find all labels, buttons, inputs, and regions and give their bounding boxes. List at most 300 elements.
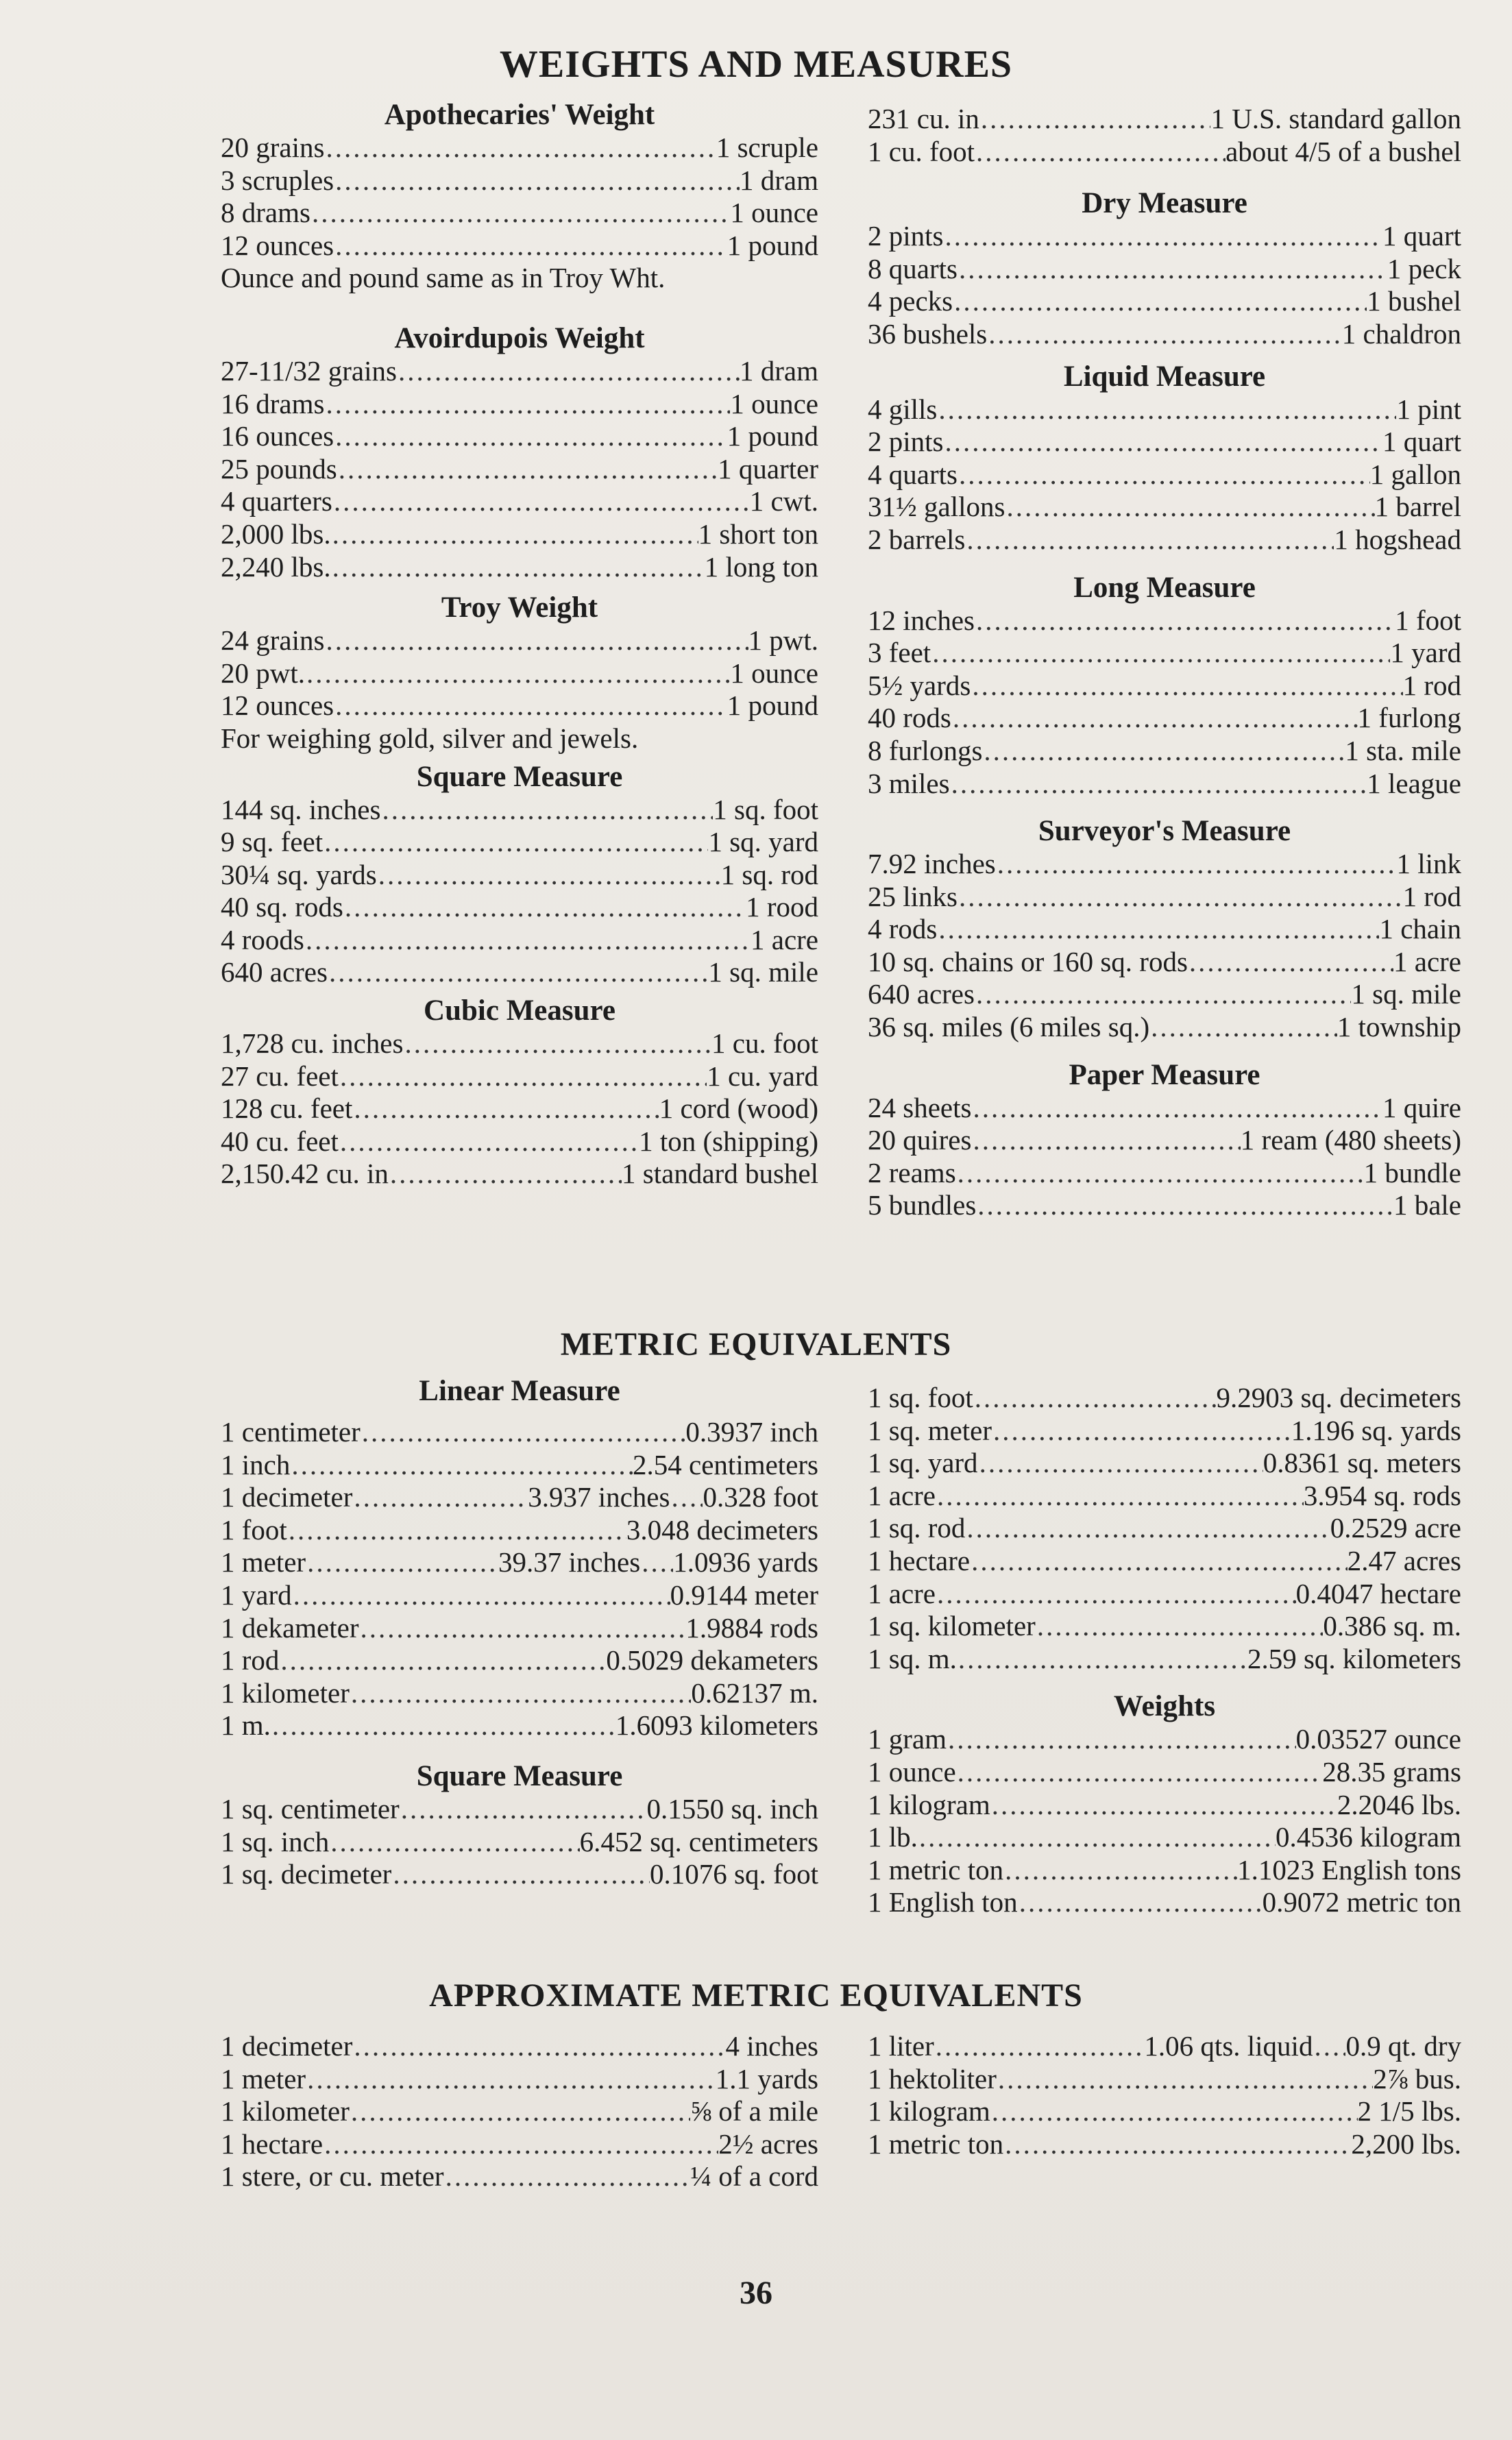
row-unit: 25 pounds — [221, 452, 337, 485]
row-equivalent: ¼ of a cord — [690, 2160, 818, 2193]
section-title: Long Measure — [1073, 571, 1256, 604]
row-equivalent: 0.5029 dekameters — [606, 1644, 818, 1676]
measure-row — [868, 318, 1461, 351]
row-equivalent: 2.2046 lbs. — [1337, 1788, 1461, 1820]
measure-row — [221, 1612, 818, 1645]
row-unit: 3 scruples — [221, 164, 334, 196]
measure-row — [868, 1157, 1461, 1190]
section-title: Avoirdupois Weight — [394, 321, 645, 354]
measure-row — [868, 881, 1461, 914]
row-unit: 12 ounces — [221, 229, 334, 261]
row-equivalent: 1 furlong — [1357, 702, 1461, 734]
leader-dots — [328, 956, 708, 989]
measure-row — [868, 1578, 1461, 1611]
row-unit: 20 grains — [221, 132, 325, 163]
measure-row — [868, 978, 1461, 1011]
row-unit: 1 sq. meter — [868, 1414, 992, 1446]
row-unit: 40 sq. rods — [221, 891, 343, 923]
leader-dots — [377, 859, 721, 892]
row-unit: 8 quarts — [868, 252, 958, 284]
leader-dots — [971, 1124, 1240, 1157]
row-unit: 2 pints — [868, 220, 944, 252]
row-equivalent: 1 ounce — [730, 387, 818, 419]
measure-row — [868, 1610, 1461, 1643]
approx-list — [221, 2030, 818, 2193]
section-title: Weights — [1113, 1690, 1216, 1723]
row-unit: 2,000 lbs. — [221, 517, 331, 550]
row-unit: 1 liter — [868, 2030, 934, 2062]
row-unit: 1 hektoliter — [868, 2062, 997, 2095]
row-unit: 10 sq. chains or 160 sq. rods — [868, 945, 1188, 977]
leader-dots — [978, 1447, 1263, 1480]
measure-row — [221, 2095, 818, 2128]
measure-row — [868, 2128, 1461, 2161]
measure-row — [868, 1447, 1461, 1480]
measure-list — [868, 393, 1461, 557]
row-mid-value: 1.06 qts. liquid — [1144, 2030, 1313, 2062]
row-equivalent: 0.3937 inch — [685, 1416, 818, 1448]
measure-row — [221, 551, 818, 584]
measure-row — [221, 1158, 818, 1191]
row-unit: 24 grains — [221, 624, 325, 657]
leader-dots — [957, 1643, 1247, 1676]
leader-dots — [934, 2030, 1145, 2063]
row-unit: 1 sq. decimeter — [221, 1858, 392, 1890]
leader-dots — [290, 1449, 633, 1482]
row-unit: 25 links — [868, 880, 958, 912]
surveyor-section — [868, 815, 1461, 1044]
row-unit: 40 cu. feet — [221, 1125, 339, 1157]
leader-dots — [970, 1545, 1348, 1578]
leader-dots — [982, 735, 1345, 768]
row-equivalent: 1 quart — [1382, 220, 1461, 252]
square-section — [221, 761, 818, 990]
row-unit: 2,240 lbs. — [221, 550, 331, 583]
row-equivalent: 1 gallon — [1369, 458, 1461, 490]
measure-row — [868, 285, 1461, 318]
row-equivalent: 0.62137 m. — [691, 1676, 818, 1709]
measure-row — [221, 1579, 818, 1612]
measure-row — [221, 485, 818, 518]
leader-dots — [292, 1579, 670, 1612]
row-equivalent: 0.4536 kilogram — [1275, 1821, 1461, 1853]
leader-dots — [306, 1546, 498, 1579]
row-unit: 8 drams — [221, 197, 310, 229]
measure-row — [868, 1124, 1461, 1157]
row-unit: 1 English ton — [868, 1886, 1018, 1918]
measure-row — [221, 1449, 818, 1482]
row-equivalent: 1.6093 kilometers — [615, 1709, 818, 1742]
row-unit: 12 ounces — [221, 690, 334, 722]
row-equivalent: 2⅞ bus. — [1373, 2062, 1461, 2095]
row-equivalent: 0.1076 sq. foot — [650, 1858, 818, 1890]
row-equivalent: 1 sq. yard — [708, 826, 818, 858]
measure-row — [221, 1677, 818, 1710]
measure-row — [221, 2128, 818, 2161]
row-equivalent: 1 ounce — [730, 657, 818, 689]
square-metric-list — [868, 1382, 1461, 1675]
metric-heading: METRIC EQUIVALENTS — [560, 1326, 952, 1363]
measure-row — [221, 826, 818, 859]
measure-row — [868, 768, 1461, 801]
leader-dots — [971, 670, 1402, 703]
row-unit: 3 feet — [868, 637, 931, 669]
row-equivalent: 1 pound — [727, 420, 818, 452]
leader-dots — [1149, 1011, 1337, 1044]
row-equivalent: 1 scruple — [716, 132, 818, 163]
row-equivalent: 1 rod — [1402, 880, 1461, 912]
row-equivalent: 1 acre — [1393, 945, 1461, 977]
measure-list — [221, 1416, 818, 1742]
leader-dots — [947, 1723, 1296, 1756]
leader-dots — [944, 220, 1383, 253]
leader-dots — [400, 1793, 647, 1826]
leader-dots — [975, 605, 1395, 637]
row-mid-value: 3.937 inches — [528, 1481, 670, 1513]
measure-row — [221, 164, 818, 197]
row-unit: 4 quarters — [221, 485, 332, 517]
section-title: Square Measure — [416, 1759, 623, 1792]
row-unit: 7.92 inches — [868, 848, 996, 880]
row-equivalent: 1 long ton — [704, 550, 818, 583]
row-equivalent: 1.1023 English tons — [1237, 1853, 1461, 1886]
row-equivalent: 28.35 grams — [1322, 1755, 1461, 1788]
leader-dots — [937, 913, 1379, 946]
row-equivalent: 3.954 sq. rods — [1303, 1479, 1461, 1511]
linear-metric-section — [221, 1375, 818, 1742]
row-equivalent: 9.2903 sq. decimeters — [1216, 1382, 1461, 1413]
row-equivalent: 0.328 foot — [703, 1481, 818, 1513]
measure-row — [868, 220, 1461, 253]
paper-section — [868, 1059, 1461, 1222]
page-number: 36 — [740, 2275, 772, 2311]
long-section — [868, 572, 1461, 801]
row-unit: 128 cu. feet — [221, 1093, 353, 1125]
section-title: Liquid Measure — [1063, 360, 1266, 393]
row-unit: 4 roods — [221, 923, 304, 955]
row-equivalent: ⅝ of a mile — [690, 2095, 818, 2127]
measure-row — [221, 197, 818, 230]
row-equivalent: 1 pound — [727, 229, 818, 261]
row-equivalent: 2.59 sq. kilometers — [1247, 1642, 1461, 1674]
row-equivalent: 1 ton (shipping) — [639, 1125, 818, 1157]
measure-row — [868, 1723, 1461, 1756]
measure-row — [868, 2030, 1461, 2063]
left-column-top — [221, 99, 818, 1191]
leader-dots — [951, 702, 1358, 735]
row-unit: 9 sq. feet — [221, 826, 324, 858]
row-equivalent: 1.0936 yards — [673, 1546, 818, 1578]
row-unit: 27 cu. feet — [221, 1060, 339, 1092]
leader-dots — [334, 164, 740, 197]
row-unit: 36 sq. miles (6 miles sq.) — [868, 1011, 1150, 1043]
row-equivalent: 1 chaldron — [1341, 317, 1461, 350]
row-equivalent: about 4/5 of a bushel — [1226, 135, 1461, 167]
row-equivalent: 1 township — [1337, 1011, 1461, 1043]
row-equivalent: 3.048 decimeters — [626, 1513, 818, 1546]
leader-dots — [332, 485, 750, 518]
row-equivalent: 1 dram — [740, 164, 818, 196]
leader-dots — [956, 1756, 1323, 1789]
square-metric-section — [221, 1760, 818, 1891]
measure-row — [868, 524, 1461, 557]
cubic-section — [221, 995, 818, 1191]
row-equivalent: 1 link — [1396, 848, 1461, 880]
measure-row — [221, 1514, 818, 1547]
measure-row — [868, 2063, 1461, 2096]
leader-dots — [965, 524, 1334, 557]
measure-row — [868, 1821, 1461, 1854]
row-equivalent: 2,200 lbs. — [1351, 2127, 1461, 2160]
measure-row — [221, 1793, 818, 1826]
row-equivalent: 1 sta. mile — [1345, 734, 1461, 766]
leader-dots — [324, 132, 716, 164]
row-equivalent: 1 acre — [751, 923, 818, 955]
leader-dots — [287, 1514, 626, 1547]
row-equivalent: 1 yard — [1390, 637, 1461, 669]
leader-dots — [937, 393, 1396, 426]
row-unit: 1 lb. — [868, 1821, 918, 1853]
measure-row — [221, 924, 818, 957]
row-equivalent: 1 standard bushel — [622, 1158, 818, 1190]
row-unit: 1 sq. yard — [868, 1447, 978, 1479]
leader-dots — [958, 253, 1387, 286]
row-unit: 1 ounce — [868, 1755, 956, 1788]
row-unit: 231 cu. in — [868, 103, 979, 134]
row-unit: 1 meter — [221, 1546, 306, 1578]
measure-list — [868, 1723, 1461, 1919]
weights-metric-section — [868, 1690, 1461, 1919]
dry-section — [868, 187, 1461, 350]
row-unit: 1 foot — [221, 1513, 287, 1546]
leader-dots — [976, 1189, 1393, 1222]
row-equivalent: 1.9884 rods — [685, 1611, 818, 1644]
leader-dots — [918, 1821, 1276, 1854]
measure-row — [868, 491, 1461, 524]
row-unit: 4 pecks — [868, 285, 953, 317]
row-equivalent: 1 pwt. — [748, 624, 818, 657]
measure-row — [868, 1189, 1461, 1222]
measure-list — [221, 1793, 818, 1891]
row-unit: 640 acres — [221, 956, 328, 988]
measure-row — [868, 1480, 1461, 1513]
leader-dots — [352, 1093, 659, 1125]
row-unit: 2 barrels — [868, 523, 966, 555]
apothecaries-section — [221, 99, 818, 295]
leader-dots — [310, 197, 730, 230]
measure-list — [221, 355, 818, 583]
row-unit: 1 metric ton — [868, 1853, 1004, 1886]
row-equivalent: 1 U.S. standard gallon — [1210, 103, 1461, 134]
row-unit: 4 quarts — [868, 458, 958, 490]
row-equivalent: 1 cord (wood) — [659, 1093, 818, 1125]
measure-list — [221, 1027, 818, 1191]
leader-dots — [979, 103, 1211, 136]
approx-left — [221, 2030, 818, 2193]
row-unit: 1 acre — [868, 1577, 936, 1609]
row-equivalent: 0.9 qt. dry — [1345, 2030, 1461, 2062]
measure-row — [221, 132, 818, 164]
leader-dots — [975, 978, 1351, 1011]
leader-dots — [397, 355, 740, 388]
row-equivalent: 1 sq. mile — [1351, 978, 1461, 1010]
leader-dots — [936, 1480, 1304, 1513]
row-equivalent: 0.1550 sq. inch — [646, 1792, 818, 1825]
leader-dots — [334, 420, 727, 453]
leader-dots — [971, 1092, 1382, 1125]
row-equivalent: 0.8361 sq. meters — [1263, 1447, 1461, 1479]
leader-dots — [444, 2160, 691, 2193]
row-unit: 20 quires — [868, 1124, 972, 1156]
measure-row — [221, 2063, 818, 2096]
measure-row — [221, 1060, 818, 1093]
leader-dots — [1188, 946, 1393, 979]
measure-row — [221, 1125, 818, 1158]
row-equivalent: 1 league — [1367, 767, 1461, 799]
row-unit: 8 furlongs — [868, 734, 983, 766]
row-unit: 1 inch — [221, 1448, 291, 1480]
measure-row — [868, 1011, 1461, 1044]
row-equivalent: 0.4047 hectare — [1295, 1577, 1461, 1609]
row-unit: 1 stere, or cu. meter — [221, 2160, 444, 2193]
row-equivalent: 1 sq. foot — [713, 793, 818, 825]
measure-row — [221, 690, 818, 722]
leader-dots — [389, 1158, 622, 1191]
row-unit: 1 rod — [221, 1644, 280, 1676]
row-unit: 1 sq. kilometer — [868, 1610, 1036, 1642]
row-equivalent: 1 quire — [1382, 1091, 1461, 1123]
measure-row — [868, 426, 1461, 459]
row-equivalent: 1 sq. mile — [708, 956, 818, 988]
row-unit: 16 ounces — [221, 420, 334, 452]
row-equivalent: 0.9144 meter — [670, 1578, 818, 1611]
measure-row — [868, 702, 1461, 735]
measure-row — [221, 1709, 818, 1742]
row-equivalent: 1 barrel — [1374, 491, 1461, 523]
row-equivalent: 2½ acres — [718, 2127, 818, 2160]
leader-dots — [958, 459, 1370, 491]
leader-dots — [343, 891, 746, 924]
section-title: Cubic Measure — [424, 995, 615, 1027]
leader-dots — [1005, 491, 1374, 524]
row-unit: 24 sheets — [868, 1091, 972, 1123]
leader-dots — [279, 1644, 606, 1677]
row-unit: 31½ gallons — [868, 491, 1005, 523]
leader-dots — [352, 1481, 528, 1514]
measure-row — [868, 1789, 1461, 1822]
section-title: Linear Measure — [419, 1375, 620, 1407]
leader-dots — [992, 1415, 1291, 1448]
leader-dots — [670, 1481, 703, 1514]
row-equivalent: 1 quart — [1382, 426, 1461, 458]
measure-row — [221, 1027, 818, 1060]
leader-dots — [350, 2095, 690, 2128]
row-unit: 4 gills — [868, 393, 938, 425]
section-note: Ounce and pound same as in Troy Wht. — [221, 262, 666, 294]
row-equivalent: 1 bale — [1393, 1189, 1461, 1221]
measure-row — [221, 624, 818, 657]
measure-row — [221, 859, 818, 892]
leader-dots — [361, 1416, 686, 1449]
leader-dots — [358, 1612, 685, 1645]
leader-dots — [973, 1382, 1217, 1415]
leader-dots — [1036, 1610, 1324, 1643]
row-unit: 3 miles — [868, 767, 950, 799]
measure-row — [221, 1481, 818, 1514]
measure-row — [221, 453, 818, 486]
measure-row — [221, 388, 818, 421]
section-title: Square Measure — [416, 760, 623, 793]
row-unit: 12 inches — [868, 604, 975, 636]
row-unit: 1 hectare — [868, 1544, 971, 1576]
leader-dots — [391, 1858, 650, 1891]
row-unit: 1 hectare — [221, 2127, 324, 2160]
measure-list — [221, 132, 818, 262]
measure-row — [221, 891, 818, 924]
row-equivalent: 6.452 sq. centimeters — [579, 1825, 818, 1857]
measure-row — [868, 2095, 1461, 2128]
row-unit: 36 bushels — [868, 317, 988, 350]
leader-dots — [304, 924, 751, 957]
leader-dots — [403, 1027, 711, 1060]
leader-dots — [990, 2095, 1358, 2128]
leader-dots — [306, 2063, 716, 2096]
row-unit: 1 kilogram — [868, 1788, 990, 1820]
row-unit: 5 bundles — [868, 1189, 977, 1221]
leader-dots — [990, 1789, 1337, 1822]
row-unit: 2,150.42 cu. in — [221, 1158, 389, 1190]
row-equivalent: 1 rood — [746, 891, 818, 923]
measure-row — [868, 393, 1461, 426]
row-unit: 40 rods — [868, 702, 951, 734]
row-equivalent: 1 foot — [1395, 604, 1461, 636]
row-unit: 144 sq. inches — [221, 793, 381, 825]
row-unit: 1 metric ton — [868, 2127, 1004, 2160]
row-unit: 1 sq. centimeter — [221, 1792, 400, 1825]
measure-list — [221, 794, 818, 990]
right-column-metric — [868, 1382, 1461, 1919]
leader-dots — [331, 518, 698, 551]
measure-row — [868, 459, 1461, 491]
right-column-top — [868, 103, 1461, 1222]
leader-dots — [339, 1125, 639, 1158]
row-equivalent: 1.1 yards — [715, 2062, 818, 2095]
leader-dots — [965, 1512, 1330, 1545]
measure-row — [868, 1643, 1461, 1676]
row-equivalent: 1 short ton — [698, 517, 818, 550]
gallon-list — [868, 103, 1461, 168]
row-unit: 1 kilogram — [868, 2095, 990, 2127]
leader-dots — [329, 1826, 579, 1859]
measure-row — [221, 1858, 818, 1891]
leader-dots — [334, 230, 727, 263]
measure-row — [221, 1644, 818, 1677]
measure-row — [868, 1512, 1461, 1545]
measure-row — [868, 1382, 1461, 1415]
row-unit: 1 acre — [868, 1479, 936, 1511]
row-equivalent: 1 quarter — [718, 452, 818, 485]
approx-right — [868, 2030, 1461, 2160]
row-equivalent: 1 cu. yard — [707, 1060, 818, 1092]
leader-dots — [1313, 2030, 1345, 2063]
measure-row — [221, 2030, 818, 2063]
leader-dots — [323, 2128, 718, 2161]
measure-list — [868, 1092, 1461, 1222]
leader-dots — [956, 1157, 1364, 1190]
leader-dots — [331, 551, 705, 584]
measure-row — [868, 1415, 1461, 1448]
measure-row — [868, 946, 1461, 979]
